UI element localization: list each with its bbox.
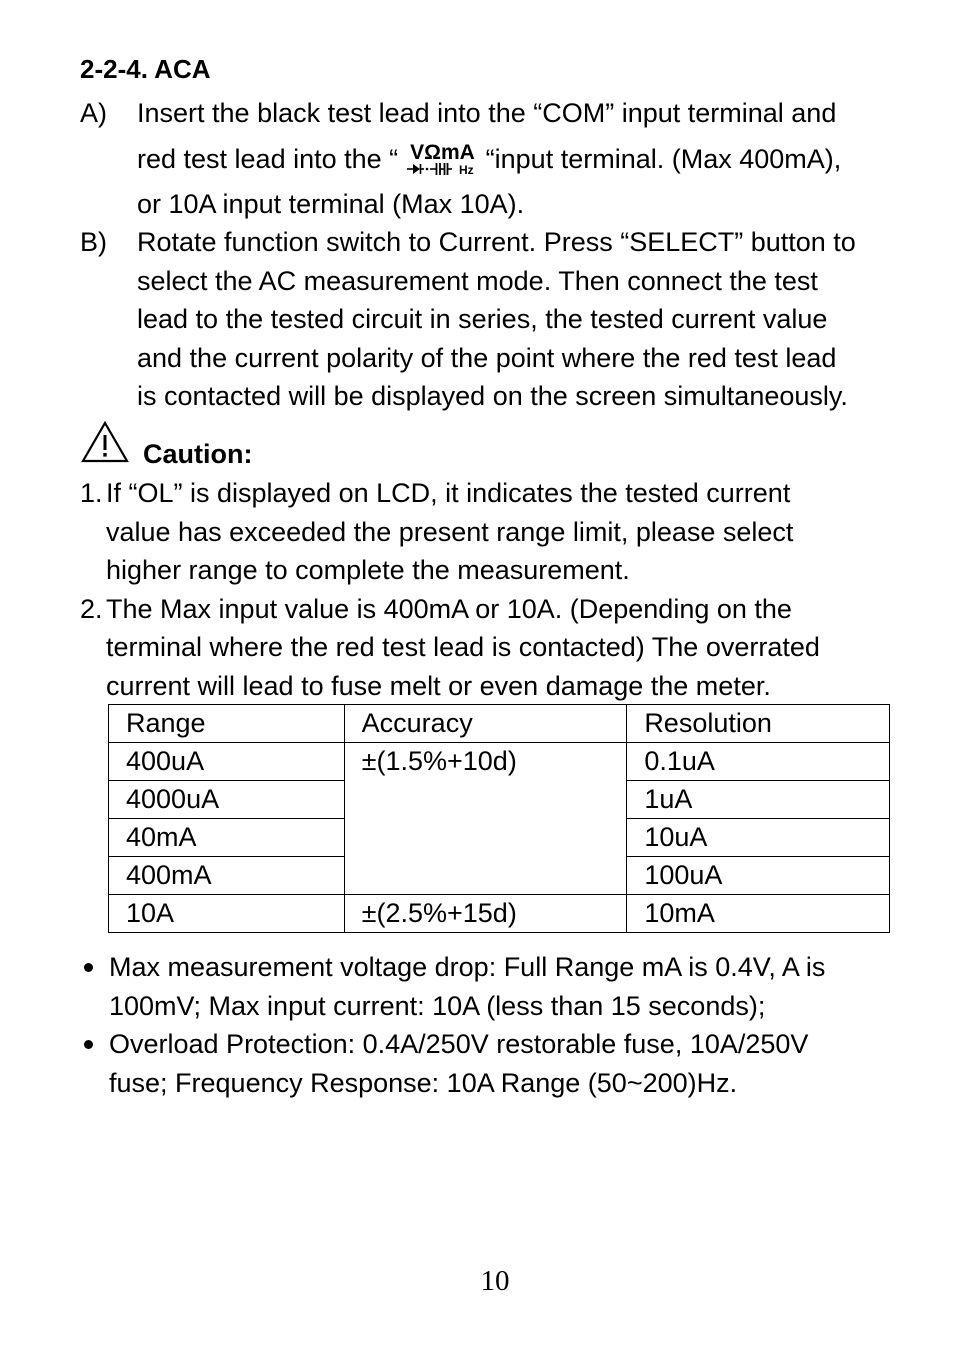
step-b-line: Rotate function switch to Current. Press “SELECT” button to [137, 227, 856, 257]
caution-item-2-line-3: current will lead to fuse melt or even damage the meter. [106, 670, 771, 701]
note-2-line-2: fuse; Frequency Response: 10A Range (50~200)Hz. [109, 1067, 738, 1098]
terminal-symbol-icon [398, 140, 478, 178]
step-a-line-3: or 10A input terminal (Max 10A). [137, 189, 525, 219]
note-1-line-1: Max measurement voltage drop: Full Range mA is 0.4V, A is [109, 952, 826, 982]
cell-resolution: 0.1uA [627, 743, 890, 781]
step-a-line-2-after: “input terminal. (Max 400mA), [478, 143, 842, 174]
step-a-line-1: Insert the black test lead into the “COM” input terminal and [137, 98, 837, 128]
terminal-symbol-hz: Hz [459, 162, 474, 176]
cell-resolution: 10mA [627, 895, 890, 933]
aca-spec-table [108, 704, 890, 933]
terminal-symbol-text: VΩmA [410, 140, 475, 164]
caution-item-2-number: 2. [80, 593, 103, 624]
caution-item-1-line-1 [80, 474, 900, 513]
caution-item-2 [80, 590, 900, 706]
cell-range: 40mA [109, 819, 345, 857]
caution-item-1-line-2: value has exceeded the present range limit, please select [106, 516, 794, 547]
step-b-text [137, 223, 917, 416]
header-resolution: Resolution [627, 705, 890, 743]
bullet-icon [84, 1040, 93, 1049]
caution-item-2-text: The Max input value is 400mA or 10A. (Depending on the [106, 593, 792, 624]
step-a-line-2 [137, 140, 917, 179]
step-b-line: is contacted will be displayed on the screen simultaneously. [137, 381, 848, 411]
caution-item-2-line-2: terminal where the red test lead is contacted) The overrated [106, 632, 820, 662]
notes-list [80, 948, 910, 1102]
step-a-letter: A) [80, 98, 107, 128]
cell-range: 400mA [109, 857, 345, 895]
cell-range: 4000uA [109, 781, 345, 819]
caution-item-2-line-1 [80, 590, 900, 629]
diode-capacitor-hz-glyphs [407, 162, 477, 176]
caution-item-1-text: If “OL” is displayed on LCD, it indicates the tested current [106, 478, 791, 508]
cell-resolution: 1uA [627, 781, 890, 819]
bullet-icon [84, 963, 93, 972]
step-b-letter: B) [80, 227, 107, 257]
note-1-line-2: 100mV; Max input current: 10A (less than 15 seconds); [109, 990, 766, 1021]
caution-item-1-number: 1. [80, 478, 103, 508]
step-a-line-2-before: red test lead into the “ [137, 143, 399, 174]
caution-item-1 [80, 474, 900, 590]
caution-label: Caution: [143, 439, 253, 469]
cell-accuracy: ±(1.5%+10d) [344, 743, 627, 895]
note-2-line-1: Overload Protection: 0.4A/250V restorable fuse, 10A/250V [109, 1029, 809, 1059]
cell-resolution: 100uA [627, 857, 890, 895]
caution-list [80, 474, 900, 705]
page-number: 10 [480, 1265, 510, 1297]
cell-range: 10A [109, 895, 345, 933]
caution-item-1-line-3: higher range to complete the measurement. [106, 555, 630, 585]
header-accuracy: Accuracy [344, 705, 627, 743]
warning-triangle-icon [80, 420, 130, 464]
step-a-text [137, 94, 917, 224]
header-range: Range [109, 705, 345, 743]
cell-range: 400uA [109, 743, 345, 781]
step-b-line: and the current polarity of the point where the red test lead [137, 342, 837, 373]
table-row [109, 895, 890, 933]
cell-resolution: 10uA [627, 819, 890, 857]
section-heading: 2-2-4. ACA [80, 54, 211, 84]
cell-accuracy: ±(2.5%+15d) [344, 895, 627, 933]
step-b-line: select the AC measurement mode. Then connect the test [137, 265, 818, 296]
step-b-line: lead to the tested circuit in series, the tested current value [137, 304, 828, 334]
list-item [80, 1025, 910, 1102]
table-row [109, 743, 890, 781]
list-item [80, 948, 910, 1025]
table-header-row [109, 705, 890, 743]
